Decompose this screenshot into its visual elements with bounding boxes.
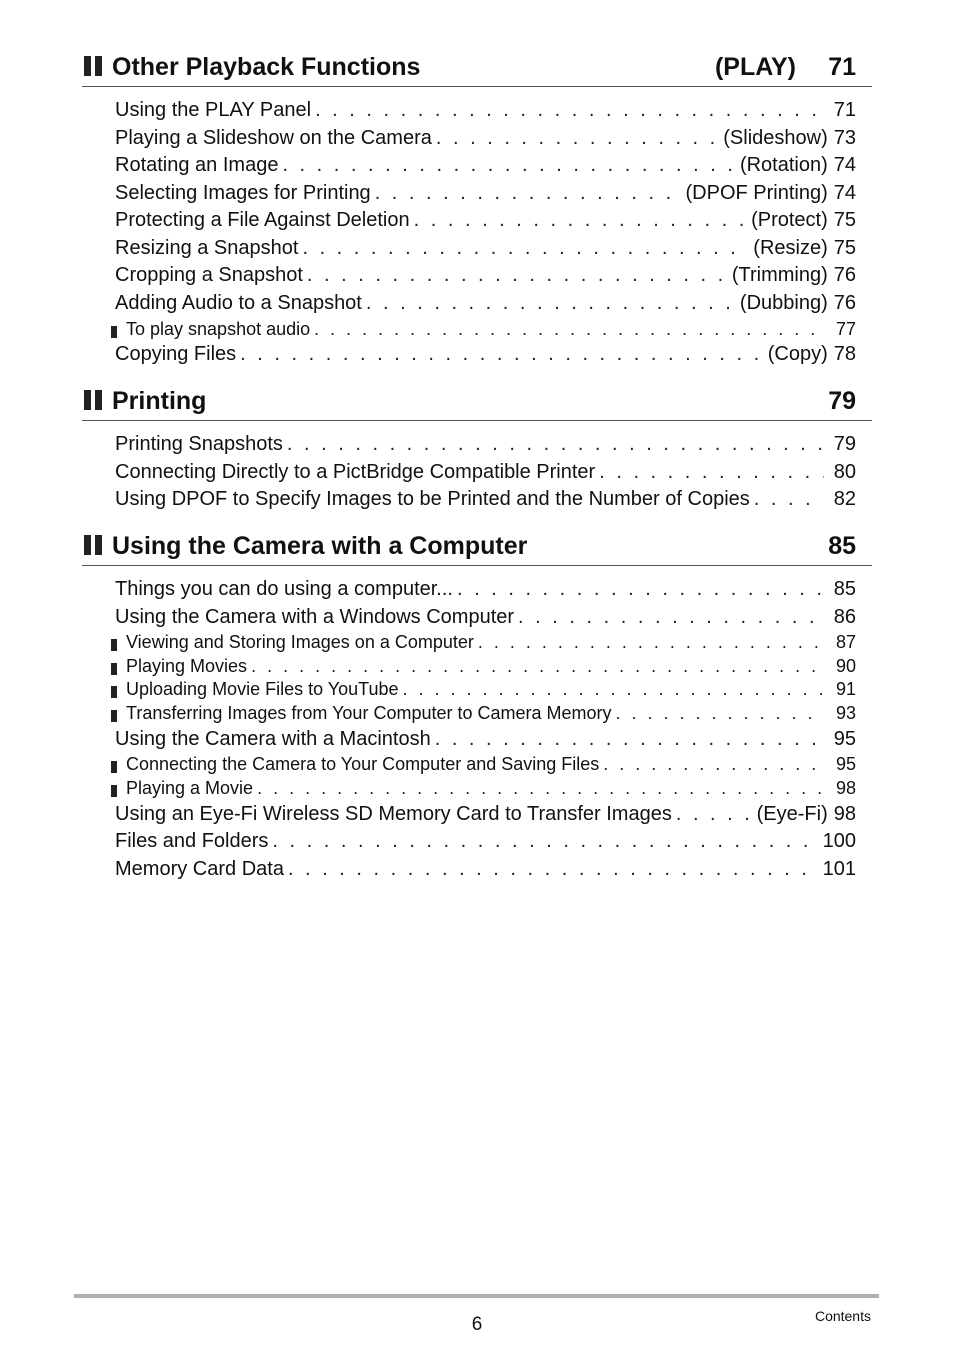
entry-label: Resizing a Snapshot — [115, 237, 299, 259]
entry-label: Playing a Slideshow on the Camera — [115, 127, 432, 149]
entry-page: 74 — [833, 154, 856, 176]
entry-label: To play snapshot audio — [126, 319, 311, 339]
entry-tag: (Rotation) — [739, 154, 828, 176]
entry-page: 87 — [835, 632, 856, 652]
entry-page: 86 — [833, 606, 856, 628]
entry-label: Using the Camera with a Windows Computer — [115, 606, 515, 628]
leader-dots — [414, 209, 747, 232]
entry-label: Playing Movies — [126, 656, 248, 676]
entry-page: 76 — [833, 264, 856, 286]
entry-tag: (Trimming) — [731, 264, 828, 286]
leader-dots — [302, 237, 749, 260]
toc-entry[interactable] — [115, 488, 856, 514]
leader-dots — [436, 127, 719, 150]
leader-dots — [251, 656, 824, 677]
toc-entry[interactable] — [115, 343, 856, 369]
entry-tag: (DPOF Printing) — [685, 182, 828, 204]
entry-page: 91 — [835, 679, 856, 699]
toc-entry[interactable] — [115, 209, 856, 235]
entry-label: Files and Folders — [115, 830, 269, 852]
section-marker-icon — [84, 56, 103, 76]
entry-label: Protecting a File Against Deletion — [115, 209, 410, 231]
section-heading — [82, 50, 872, 87]
entry-page: 71 — [833, 99, 856, 121]
entry-label: Rotating an Image — [115, 154, 279, 176]
leader-dots — [288, 858, 813, 881]
entry-page: 74 — [833, 182, 856, 204]
entry-page: 95 — [833, 728, 856, 750]
entry-label: Using the PLAY Panel — [115, 99, 312, 121]
entry-page: 98 — [835, 778, 856, 798]
toc-entry[interactable] — [115, 803, 856, 829]
entry-tag: (Slideshow) — [723, 127, 828, 149]
section-title: Using the Camera with a Computer — [112, 532, 528, 560]
entry-label: Connecting the Camera to Your Computer and Saving Files — [126, 754, 600, 774]
entry-page: 82 — [833, 488, 856, 510]
entry-label: Viewing and Storing Images on a Computer — [126, 632, 474, 652]
toc-subentry[interactable] — [126, 632, 856, 658]
leader-dots — [457, 578, 824, 601]
section-title: Printing — [112, 387, 207, 415]
leader-dots — [282, 154, 736, 177]
leader-dots — [599, 461, 824, 484]
entry-page: 90 — [835, 656, 856, 676]
entry-label: Memory Card Data — [115, 858, 284, 880]
entry-label: Adding Audio to a Snapshot — [115, 292, 362, 314]
leader-dots — [257, 778, 824, 799]
entry-label: Cropping a Snapshot — [115, 264, 303, 286]
leader-dots — [314, 319, 824, 340]
toc-entry[interactable] — [115, 728, 856, 754]
entry-tag: (Dubbing) — [739, 292, 828, 314]
toc-entry[interactable] — [115, 606, 856, 632]
section-page: 85 — [828, 532, 856, 560]
leader-dots — [603, 754, 824, 775]
section-heading — [82, 529, 872, 566]
toc-subentry[interactable] — [126, 778, 856, 804]
footer-divider — [74, 1294, 879, 1298]
leader-dots — [366, 292, 736, 315]
entry-tag: (Copy) — [767, 343, 828, 365]
leader-dots — [272, 830, 812, 853]
entry-tag: (Resize) — [753, 237, 828, 259]
leader-dots — [435, 728, 824, 751]
leader-dots — [403, 679, 824, 700]
toc-subentry[interactable] — [126, 679, 856, 705]
toc-entry[interactable] — [115, 99, 856, 125]
leader-dots — [616, 703, 824, 724]
toc-subentry[interactable] — [126, 754, 856, 780]
section-title: Other Playback Functions — [112, 53, 421, 81]
toc-entry[interactable] — [115, 182, 856, 208]
section-page: 71 — [828, 53, 856, 81]
toc-entry[interactable] — [115, 127, 856, 153]
leader-dots — [518, 606, 824, 629]
entry-label: Using an Eye-Fi Wireless SD Memory Card to Transfer Images — [115, 803, 672, 825]
entry-label: Using DPOF to Specify Images to be Printed and the Number of Copies — [115, 488, 750, 510]
entry-tag: (Protect) — [751, 209, 828, 231]
leader-dots — [478, 632, 824, 653]
entry-page: 80 — [833, 461, 856, 483]
entry-page: 95 — [835, 754, 856, 774]
entry-page: 85 — [833, 578, 856, 600]
toc-entry[interactable] — [115, 237, 856, 263]
entry-page: 77 — [835, 319, 856, 339]
toc-section-printing — [82, 384, 872, 510]
toc-section-playback — [82, 50, 872, 365]
section-marker-icon — [84, 535, 103, 555]
entry-page: 73 — [833, 127, 856, 149]
section-heading — [82, 384, 872, 421]
entry-page: 79 — [833, 433, 856, 455]
toc-entry[interactable] — [115, 461, 856, 487]
entry-page: 76 — [833, 292, 856, 314]
entry-page: 98 — [833, 803, 856, 825]
toc-subentry[interactable] — [126, 319, 856, 345]
leader-dots — [676, 803, 753, 826]
entry-page: 75 — [833, 237, 856, 259]
section-marker-icon — [84, 390, 103, 410]
entry-label: Things you can do using a computer... — [115, 578, 453, 600]
entry-label: Using the Camera with a Macintosh — [115, 728, 431, 750]
leader-dots — [287, 433, 824, 456]
entry-label: Copying Files — [115, 343, 237, 365]
leader-dots — [375, 182, 682, 205]
leader-dots — [315, 99, 824, 122]
toc-section-computer — [82, 529, 872, 880]
toc-entry[interactable] — [115, 858, 856, 884]
entry-tag: (Eye-Fi) — [756, 803, 828, 825]
leader-dots — [307, 264, 728, 287]
toc-entry[interactable] — [115, 154, 856, 180]
entry-label: Transferring Images from Your Computer to Camera Memory — [126, 703, 612, 723]
section-page: 79 — [828, 387, 856, 415]
entry-page: 75 — [833, 209, 856, 231]
entry-label: Playing a Movie — [126, 778, 254, 798]
leader-dots — [754, 488, 824, 511]
page-number: 6 — [471, 1314, 483, 1335]
leader-dots — [240, 343, 764, 366]
entry-label: Printing Snapshots — [115, 433, 283, 455]
toc-entry[interactable] — [115, 578, 856, 604]
entry-label: Uploading Movie Files to YouTube — [126, 679, 399, 699]
entry-page: 78 — [833, 343, 856, 365]
entry-page: 100 — [822, 830, 856, 852]
entry-page: 101 — [822, 858, 856, 880]
toc-entry[interactable] — [115, 433, 856, 459]
toc-entry[interactable] — [115, 264, 856, 290]
entry-label: Selecting Images for Printing — [115, 182, 371, 204]
toc-entry[interactable] — [115, 830, 856, 856]
section-tag: (PLAY) — [714, 53, 796, 81]
entry-page: 93 — [835, 703, 856, 723]
entry-label: Connecting Directly to a PictBridge Compatible Printer — [115, 461, 596, 483]
toc-subentry[interactable] — [126, 703, 856, 729]
toc-entry[interactable] — [115, 292, 856, 318]
footer-contents-label: Contents — [814, 1308, 871, 1324]
